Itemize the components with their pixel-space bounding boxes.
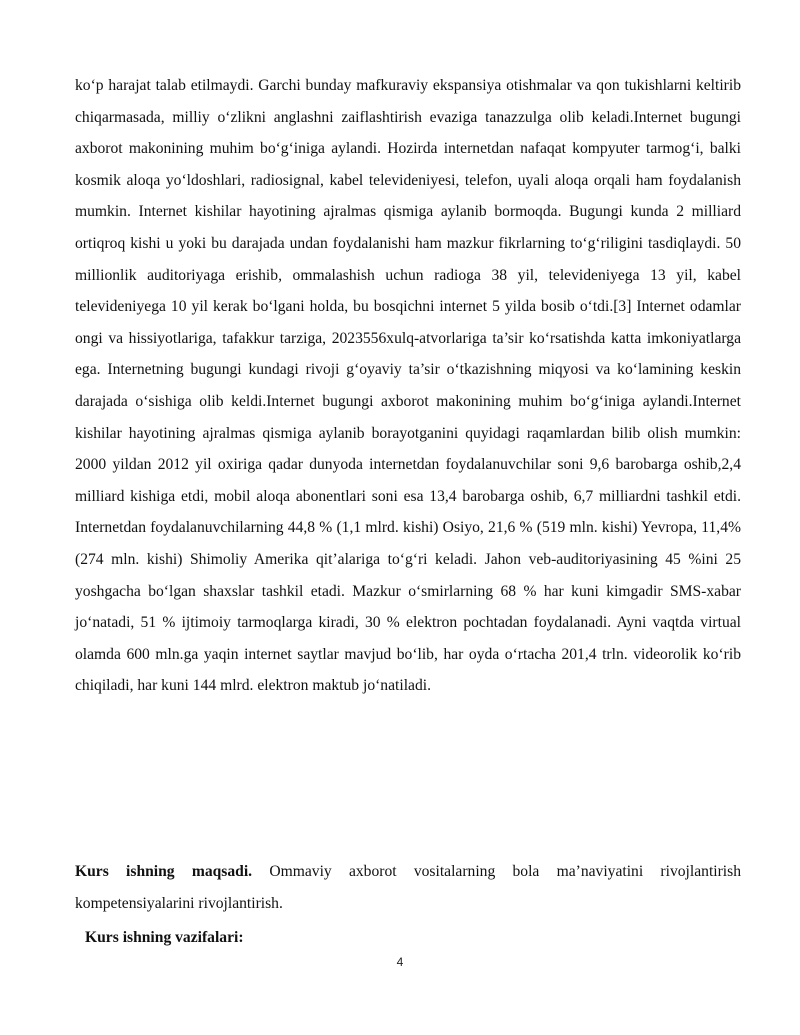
goal-label: Kurs ishning maqsadi. [75,863,253,880]
tasks-heading: Kurs ishning vazifalari: [85,929,244,946]
body-paragraph: ko‘p harajat talab etilmaydi. Garchi bunday mafkuraviy ekspansiya otishmalar va qon tukishlarni keltirib chiqarmasada, milliy o‘zlikni anglashni zaiflashtirish evaziga tanazzulga olib keladi.Internet bugungi axborot makonining muhim bo‘g‘iniga aylandi. Hozirda internetdan nafaqat kompyuter tarmog‘i, balki kosmik aloqa yo‘ldoshlari, radiosignal, kabel televideniyesi, telefon, uyali aloqa orqali ham foydalanish mumkin. Internet kishilar hayotining ajralmas qismiga aylanib bormoqda. Bugungi kunda 2 milliard ortiqroq kishi u yoki bu darajada undan foydalanishi ham mazkur fikrlarning to‘g‘riligini tasdiqlaydi. 50 millionlik auditoriyaga erishib, ommalashish uchun radioga 38 yil, televideniyega 13 yil, kabel televideniyega 10 yil kerak bo‘lgani holda, bu bosqichni internet 5 yilda bosib o‘tdi.[3] Internet odamlar ongi va hissiyotlariga, tafakkur tarziga, 2023556xulq-atvorlariga ta’sir ko‘rsatishda katta imkoniyatlarga ega. Internetning bugungi kundagi rivoji g‘oyaviy ta’sir o‘tkazishning miqyosi va ko‘lamining keskin darajada o‘sishiga olib keldi.Internet bugungi axborot makonining muhim bo‘g‘iniga aylandi.Internet kishilar hayotining ajralmas qismiga aylanib borayotganini quyidagi raqamlardan bilib olish mumkin: 2000 yildan 2012 yil oxiriga qadar dunyoda internetdan foydalanuvchilar soni 9,6 barobarga oshib,2,4 milliard kishiga etdi, mobil aloqa abonentlari soni esa 13,4 barobarga oshib, 6,7 milliardni tashkil etdi. Internetdan foydalanuvchilarning 44,8 % (1,1 mlrd. kishi) Osiyo, 21,6 % (519 mln. kishi) Yevropa, 11,4%(274 mln. kishi) Shimoliy Amerika qit’alariga to‘g‘ri keladi. Jahon veb-auditoriyasining 45 %ini 25 yoshgacha bo‘lgan shaxslar tashkil etadi. Mazkur o‘smirlarning 68 % har kuni kimgadir SMS-xabar jo‘natadi, 51 % ijtimoiy tarmoqlarga kiradi, 30 % elektron pochtadan foydalanadi. Ayni vaqtda virtual olamda 600 mln.ga yaqin internet saytlar mavjud bo‘lib, har oyda o‘rtacha 201,4 trln. videorolik ko‘rib chiqiladi, har kuni 144 mlrd. elektron maktub jo‘natiladi. [75,77,741,695]
page-number: 4 [396,955,404,969]
goal-paragraph [75,856,741,919]
goal-text: Ommaviy axborot vositalarning bola ma’naviyatini rivojlantirish kompetensiyalarini rivojlantirish. [75,863,741,912]
